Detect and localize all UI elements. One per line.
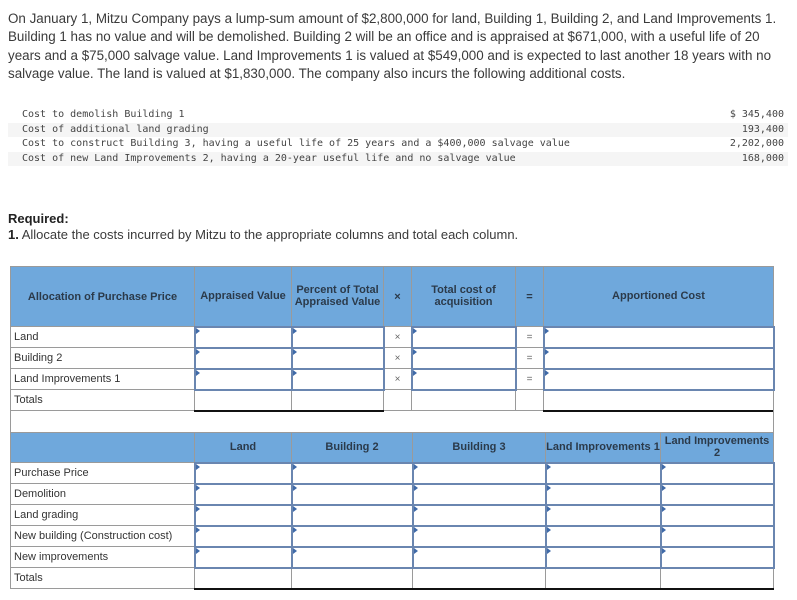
- land-input[interactable]: [195, 484, 292, 505]
- percent-input[interactable]: [292, 348, 384, 369]
- building-3-input[interactable]: [413, 463, 546, 484]
- land-improvements-2-input[interactable]: [661, 547, 774, 568]
- header-appraised-value: Appraised Value: [195, 267, 292, 327]
- equals-sign: =: [516, 348, 544, 369]
- problem-statement: On January 1, Mitzu Company pays a lump-sum amount of $2,800,000 for land, Building 1, Building 2, and Land Improvements 1. Building 1 has no value and will be demolished. Building 2 will be an office and is appraised at $671,000, with a useful life of 20 years and a $75,000 salvage value. Land Improvements 1 is valued at $549,000 and is expected to last another 18 years with no salvage value. The land is valued at $1,830,000. The company also incurs the following additional costs.: [8, 11, 777, 81]
- building-3-total-cell[interactable]: [413, 568, 546, 589]
- appraised-value-input[interactable]: [195, 327, 292, 348]
- totals-row: [11, 568, 774, 589]
- land-input[interactable]: [195, 463, 292, 484]
- totals-row: [11, 390, 774, 411]
- cost-label: Cost to construct Building 3, having a useful life of 25 years and a $400,000 salvage value: [22, 138, 570, 149]
- row-label: Demolition: [11, 484, 195, 505]
- apportioned-total-cell[interactable]: [544, 390, 774, 411]
- empty-cell: [384, 390, 412, 411]
- table-row: [11, 327, 774, 348]
- totals-label: Totals: [11, 390, 195, 411]
- header-times: ×: [384, 267, 412, 327]
- building-3-input[interactable]: [413, 484, 546, 505]
- total-cost-input[interactable]: [412, 369, 516, 390]
- header-equals: =: [516, 267, 544, 327]
- cost-amount: 168,000: [741, 152, 784, 164]
- cost-row: [8, 123, 788, 138]
- appraised-value-input[interactable]: [195, 369, 292, 390]
- cost-allocation-table: [10, 432, 775, 590]
- totals-label: Totals: [11, 568, 195, 589]
- land-improvements-2-input[interactable]: [661, 463, 774, 484]
- land-improvements-1-input[interactable]: [546, 484, 661, 505]
- cost-label: Cost to demolish Building 1: [22, 109, 185, 120]
- land-improvements-2-input[interactable]: [661, 505, 774, 526]
- land-improvements-1-input[interactable]: [546, 526, 661, 547]
- table-row: [11, 348, 774, 369]
- building-2-input[interactable]: [292, 463, 413, 484]
- row-label: Land: [11, 327, 195, 348]
- building-2-total-cell[interactable]: [292, 568, 413, 589]
- cost-amount: 2,202,000: [729, 138, 784, 149]
- requirement-text: Allocate the costs incurred by Mitzu to the appropriate columns and total each column.: [18, 227, 519, 242]
- header-percent-total: Percent of Total Appraised Value: [292, 267, 384, 327]
- building-2-input[interactable]: [292, 505, 413, 526]
- building-3-input[interactable]: [413, 505, 546, 526]
- appraised-total-cell[interactable]: [195, 390, 292, 411]
- percent-total-cell[interactable]: [292, 390, 384, 411]
- percent-input[interactable]: [292, 327, 384, 348]
- allocation-table: [10, 266, 775, 412]
- total-cost-input[interactable]: [412, 327, 516, 348]
- cost-label: Cost of new Land Improvements 2, having a 20-year useful life and no salvage value: [22, 152, 516, 164]
- requirement-number: 1.: [8, 227, 19, 242]
- times-sign: ×: [384, 327, 412, 348]
- land-improvements-1-input[interactable]: [546, 547, 661, 568]
- table-row: [11, 547, 774, 568]
- row-label: New improvements: [11, 547, 195, 568]
- cost-row: [8, 152, 788, 167]
- header-building-3: Building 3: [413, 433, 546, 463]
- required-heading: Required:: [8, 211, 69, 226]
- cost-label: Cost of additional land grading: [22, 123, 209, 135]
- additional-costs-list: [8, 108, 788, 166]
- row-label: Purchase Price: [11, 463, 195, 484]
- row-label: Building 2: [11, 348, 195, 369]
- table-row: [11, 505, 774, 526]
- land-improvements-1-input[interactable]: [546, 463, 661, 484]
- apportioned-cost-input[interactable]: [544, 327, 774, 348]
- header-apportioned-cost: Apportioned Cost: [544, 267, 774, 327]
- header-land-improvements-1: Land Improvements 1: [546, 433, 661, 463]
- row-label: Land Improvements 1: [11, 369, 195, 390]
- requirement-1: [8, 227, 518, 242]
- building-3-input[interactable]: [413, 547, 546, 568]
- cost-row: [8, 108, 788, 123]
- building-3-input[interactable]: [413, 526, 546, 547]
- table-row: [11, 526, 774, 547]
- equals-sign: =: [516, 369, 544, 390]
- times-sign: ×: [384, 369, 412, 390]
- total-cost-input[interactable]: [412, 348, 516, 369]
- land-improvements-2-input[interactable]: [661, 526, 774, 547]
- cost-amount: $ 345,400: [729, 109, 784, 120]
- table-row: [11, 463, 774, 484]
- header-land: Land: [195, 433, 292, 463]
- land-improvements-2-total-cell[interactable]: [661, 568, 774, 589]
- empty-cell: [516, 390, 544, 411]
- appraised-value-input[interactable]: [195, 348, 292, 369]
- header-blank: [11, 433, 195, 463]
- land-improvements-2-input[interactable]: [661, 484, 774, 505]
- equals-sign: =: [516, 327, 544, 348]
- building-2-input[interactable]: [292, 484, 413, 505]
- empty-cell: [412, 390, 516, 411]
- table-row: [11, 369, 774, 390]
- land-improvements-1-total-cell[interactable]: [546, 568, 661, 589]
- row-label: New building (Construction cost): [11, 526, 195, 547]
- land-improvements-1-input[interactable]: [546, 505, 661, 526]
- cost-amount: 193,400: [741, 123, 784, 135]
- building-2-input[interactable]: [292, 547, 413, 568]
- land-input[interactable]: [195, 526, 292, 547]
- table-spacer: [10, 410, 774, 433]
- apportioned-cost-input[interactable]: [544, 369, 774, 390]
- percent-input[interactable]: [292, 369, 384, 390]
- header-total-cost: Total cost of acquisition: [412, 267, 516, 327]
- land-input[interactable]: [195, 547, 292, 568]
- land-total-cell[interactable]: [195, 568, 292, 589]
- land-input[interactable]: [195, 505, 292, 526]
- table-row: [11, 484, 774, 505]
- header-allocation: Allocation of Purchase Price: [11, 267, 195, 327]
- apportioned-cost-input[interactable]: [544, 348, 774, 369]
- building-2-input[interactable]: [292, 526, 413, 547]
- cost-row: [8, 137, 788, 152]
- header-land-improvements-2: Land Improvements 2: [661, 433, 774, 463]
- row-label: Land grading: [11, 505, 195, 526]
- header-building-2: Building 2: [292, 433, 413, 463]
- times-sign: ×: [384, 348, 412, 369]
